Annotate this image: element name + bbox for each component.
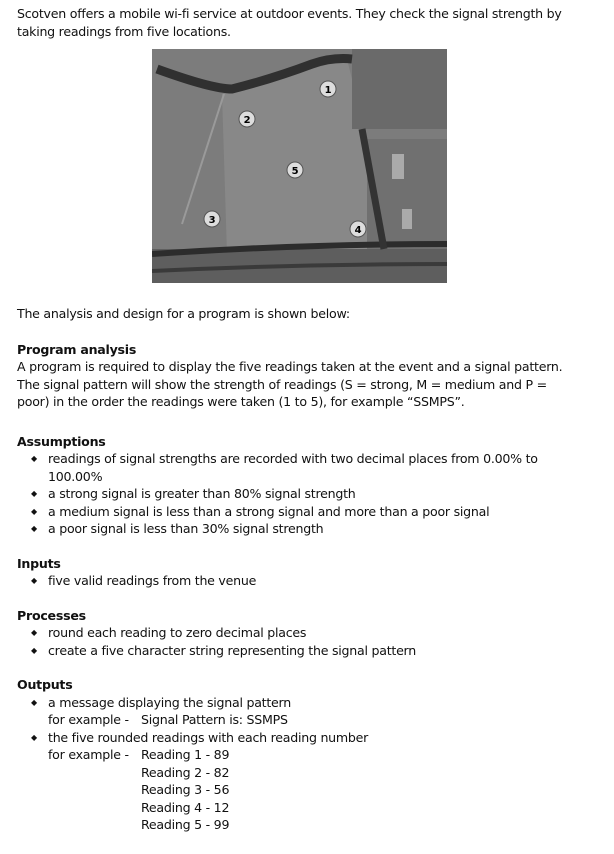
intro-line: taking readings from five locations. (17, 23, 231, 39)
intro-line: Scotven offers a mobile wi-fi service at outdoor events. They check the signal strength by (17, 6, 562, 21)
outputs-list (17, 694, 614, 834)
reading-line: Reading 2 - 82 (141, 764, 230, 780)
reading-line: Reading 1 - 89 (141, 747, 230, 762)
location-marker-4 (350, 221, 366, 237)
list-item: ◆ readings of signal strengths are recorded with two decimal places from 0.00% to 100.00% (31, 450, 614, 485)
svg-text:5: 5 (291, 166, 299, 177)
analysis-line: poor) in the order the readings were taken (1 to 5), for example “SSMPS”. (17, 394, 465, 409)
reading-line: Reading 5 - 99 (141, 817, 230, 832)
svg-text:1: 1 (324, 85, 332, 96)
processes-list (17, 624, 614, 659)
assumptions-heading: Assumptions (17, 433, 106, 449)
inputs-heading: Inputs (17, 555, 61, 571)
venue-aerial-map (152, 49, 447, 283)
location-marker-1 (320, 81, 336, 97)
list-item: ◆ a poor signal is less than 30% signal strength (31, 520, 614, 538)
processes-heading: Processes (17, 607, 86, 623)
design-intro: The analysis and design for a program is shown below: (17, 306, 350, 321)
assumptions-list (17, 450, 614, 538)
example-value: Signal Pattern is: SSMPS (141, 712, 288, 727)
analysis-line: A program is required to display the five readings taken at the event and a signal pattern. (17, 359, 563, 374)
example-label: for example - (48, 712, 129, 727)
reading-line: Reading 4 - 12 (141, 799, 230, 815)
location-marker-3 (204, 211, 220, 227)
example-label: for example - (48, 747, 129, 762)
inputs-list (17, 572, 614, 590)
outputs-heading: Outputs (17, 677, 73, 692)
program-analysis-heading: Program analysis (17, 341, 137, 357)
list-item: ◆ a message displaying the signal pattern for example - Signal Pattern is: SSMPS (31, 694, 614, 729)
svg-text:2: 2 (243, 115, 251, 126)
location-marker-2 (239, 111, 255, 127)
svg-text:4: 4 (354, 225, 362, 236)
list-item: ◆ round each reading to zero decimal places (31, 624, 614, 642)
list-item: ◆ the five rounded readings with each reading number for example - Reading 1 - 89 Reading 2 - 82 Reading 3 - 56 Reading 4 - 12 Reading 5 - 99 (31, 729, 614, 834)
analysis-line: The signal pattern will show the strength of readings (S = strong, M = medium and P = (17, 376, 547, 392)
list-item: ◆ a medium signal is less than a strong signal and more than a poor signal (31, 503, 614, 521)
reading-line: Reading 3 - 56 (141, 782, 230, 797)
list-item: ◆ five valid readings from the venue (31, 572, 614, 590)
list-item: ◆ create a five character string representing the signal pattern (31, 642, 614, 660)
list-item: ◆ a strong signal is greater than 80% signal strength (31, 485, 614, 503)
svg-text:3: 3 (208, 215, 216, 226)
location-marker-5 (287, 162, 303, 178)
